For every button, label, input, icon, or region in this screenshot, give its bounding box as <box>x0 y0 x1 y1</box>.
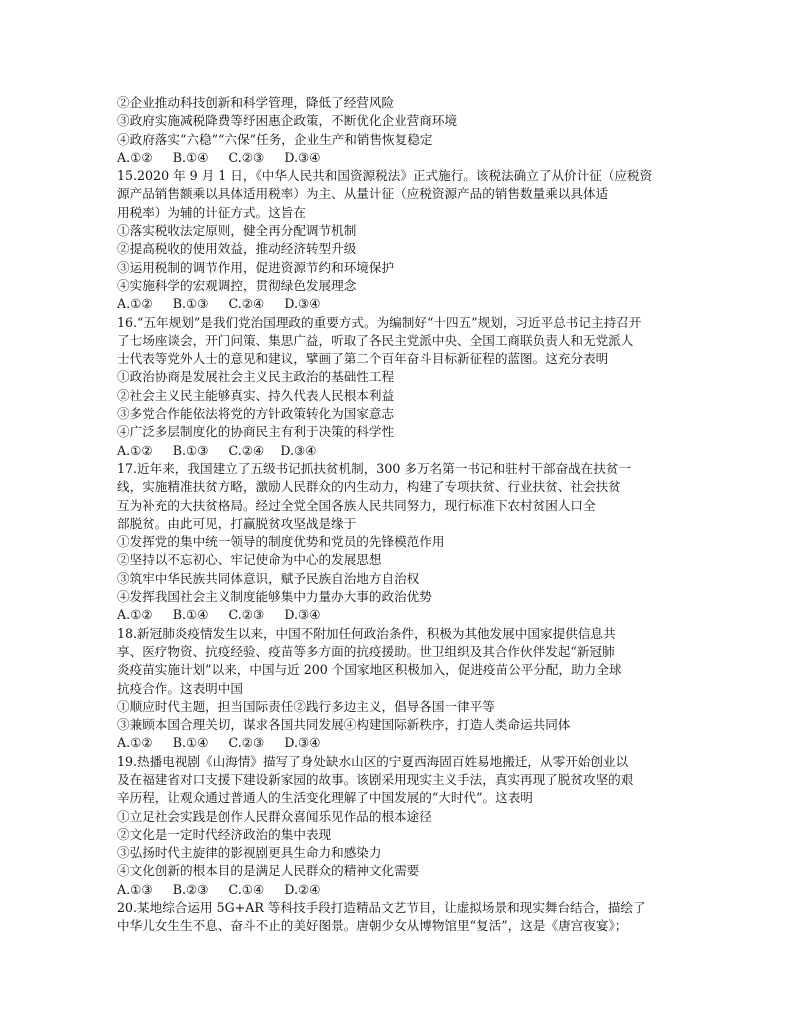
option-line: ④发挥我国社会主义制度能够集中力量办大事的政治优势 <box>117 589 432 605</box>
text-line: 炎疫苗实施计划”以来，中国与近 200 个国家地区积极加入，促进疫苗公平分配，助力全球 <box>117 662 622 678</box>
text-line: ②企业推动科技创新和科学管理，降低了经营风险 <box>117 95 395 110</box>
text-line: ③政府实施减税降费等纾困惠企政策，不断优化企业营商环境 <box>117 113 458 129</box>
question-20-stem: 20.某地综合运用 5G+AR 等科技手段打造精品文艺节目，让虚拟场景和现实舞台结合，描绘了 <box>117 900 646 916</box>
option-line: ③弘扬时代主旋律的影视剧更具生命力和感染力 <box>117 845 382 861</box>
answer-options: A.①② B.①④ C.②③ D.③④ <box>117 607 321 623</box>
option-line: ①立足社会实践是创作人民群众喜闻乐见作品的根本途径 <box>117 808 432 824</box>
option-line: ③兼顾本国合理关切，谋求各国共同发展④构建国际新秩序，打造人类命运共同体 <box>117 717 571 733</box>
option-line: ④文化创新的根本目的是满足人民群众的精神文化需要 <box>117 863 420 879</box>
text-line: 线，实施精准扶贫方略，激励人民群众的内生动力，构建了专项扶贫、行业扶贫、社会扶贫 <box>117 479 621 495</box>
option-line: ①发挥党的集中统一领导的制度优势和党员的先锋模范作用 <box>117 534 445 550</box>
option-line: ②坚持以不忘初心、牢记使命为中心的发展思想 <box>117 552 382 568</box>
option-line: ①政治协商是发展社会主义民主政治的基础性工程 <box>117 369 395 385</box>
text-line: 源产品销售额乘以具体适用税率）为主、从量计征（应税资源产品的销售数量乘以具体适 <box>117 186 609 202</box>
option-line: ④实施科学的宏观调控，贯彻绿色发展理念 <box>117 277 357 293</box>
text-line: 中华儿女生生不息、奋斗不止的美好图景。唐朝少女从博物馆里“复活”，这是《唐宫夜宴》； <box>117 918 628 934</box>
text-line: ④政府落实“六稳”“六保”任务，企业生产和销售恢复稳定 <box>117 131 433 147</box>
text-line: 部脱贫。由此可见，打赢脱贫攻坚战是缘于 <box>117 515 357 531</box>
option-line: ①顺应时代主题，担当国际责任②践行多边主义，倡导各国一律平等 <box>117 698 495 714</box>
option-line: ②提高税收的使用效益，推动经济转型升级 <box>117 241 357 257</box>
option-line: ④广泛多层制度化的协商民主有利于决策的科学性 <box>117 424 395 440</box>
option-line: ②社会主义民主能够真实、持久代表人民根本利益 <box>117 387 395 403</box>
answer-options: A.①③ B.②③ C.①④ D.②④ <box>117 881 321 897</box>
text-line: 了七场座谈会，开门问策、集思广益，听取了各民主党派中央、全国工商联负责人和无党派人 <box>117 332 634 348</box>
text-line: 用税率）为辅的计征方式。这旨在 <box>117 204 306 220</box>
option-line: ③多党合作能依法将党的方针政策转化为国家意志 <box>117 406 395 422</box>
answer-options: A.①② B.①③ C.②④ D.③④ <box>117 296 321 312</box>
text-line: 辛历程，让观众通过普通人的生活变化理解了中国发展的“大时代”。这表明 <box>117 790 533 806</box>
question-16-stem: 16.“五年规划”是我们党治国理政的重要方式。为编制好“十四五”规划，习近平总书记主持召开 <box>117 314 642 330</box>
question-15-stem: 15.2020 年 9 月 1 日，《中华人民共和国资源税法》正式施行。该税法确立了从价计征（应税资 <box>117 168 653 184</box>
question-19-stem: 19.热播电视剧《山海情》描写了身处缺水山区的宁夏西海固百姓易地搬迁，从零开始创业以 <box>117 753 629 769</box>
text-line: 互为补充的大扶贫格局。经过全党全国各族人民共同努力，现行标准下农村贫困人口全 <box>117 497 596 513</box>
option-line: ③运用税制的调节作用，促进资源节约和环境保护 <box>117 259 395 275</box>
exam-page <box>117 94 682 936</box>
text-line: 抗疫合作。这表明中国 <box>117 680 243 696</box>
text-line: 享、医疗物资、抗疫经验、疫苗等多方面的抗疫援助。世卫组织及其合作伙伴发起“新冠肺 <box>117 643 615 659</box>
question-17-stem: 17.近年来，我国建立了五级书记抓扶贫机制，300 多万名第一书记和驻村干部奋战在扶贫一 <box>117 460 632 476</box>
text-line: 士代表等党外人士的意见和建议，擘画了第二个百年奋斗目标新征程的蓝图。这充分表明 <box>117 351 609 367</box>
text-line: 及在福建省对口支援下建设新家园的故事。该剧采用现实主义手法，真实再现了脱贫攻坚的艰 <box>117 771 634 787</box>
option-line: ①落实税收法定原则，健全再分配调节机制 <box>117 223 357 239</box>
option-line: ②文化是一定时代经济政治的集中表现 <box>117 826 332 842</box>
question-18-stem: 18.新冠肺炎疫情发生以来，中国不附加任何政治条件，积极为其他发展中国家提供信息共 <box>117 625 616 641</box>
answer-options: A.①② B.①④ C.②③ D.③④ <box>117 735 321 751</box>
answer-options: A.①② B.①③ C.②④ D.③④ <box>117 442 317 458</box>
option-line: ③筑牢中华民族共同体意识，赋予民族自治地方自治权 <box>117 570 420 586</box>
answer-options: A.①② B.①④ C.②③ D.③④ <box>117 149 321 165</box>
